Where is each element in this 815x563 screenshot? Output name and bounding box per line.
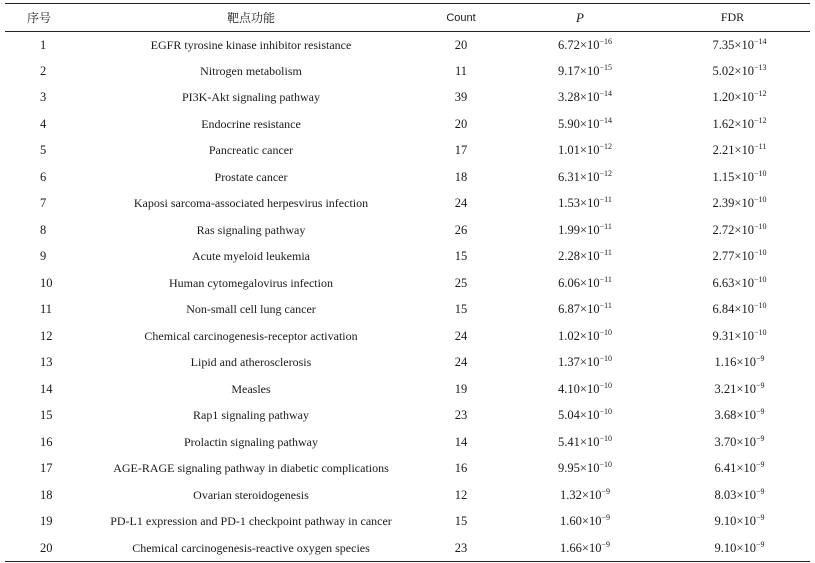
table-row	[5, 403, 810, 430]
row-fdr-mantissa: 8.03×10	[714, 487, 756, 502]
row-pathway: Ras signaling pathway	[196, 222, 306, 237]
row-p-value	[505, 85, 655, 112]
row-p-value-exponent: −11	[599, 195, 612, 205]
row-p-value-mantissa: 5.41×10	[558, 434, 600, 449]
row-p-value-exponent: −9	[601, 513, 610, 523]
row-p-value-exponent: −11	[599, 221, 612, 231]
row-fdr-mantissa: 9.10×10	[714, 540, 756, 555]
row-p-value-mantissa: 6.72×10	[558, 37, 600, 52]
row-p-value-mantissa: 2.28×10	[558, 249, 600, 264]
row-p-value	[505, 323, 655, 350]
table-header	[5, 4, 810, 32]
row-fdr	[655, 297, 810, 324]
row-pathway: Ovarian steroidogenesis	[193, 487, 309, 502]
row-p-value-exponent: −14	[599, 115, 612, 125]
row-p-value-mantissa: 5.04×10	[558, 408, 600, 423]
row-fdr	[655, 244, 810, 271]
row-fdr	[655, 429, 810, 456]
row-index: 10	[40, 275, 53, 290]
row-pathway: Nitrogen metabolism	[200, 63, 302, 78]
row-p-value-exponent: −9	[601, 539, 610, 549]
row-p-value	[505, 482, 655, 509]
row-pathway: Non-small cell lung cancer	[186, 302, 316, 317]
row-fdr	[655, 270, 810, 297]
row-p-value-exponent: −10	[599, 433, 612, 443]
row-p-value-mantissa: 1.01×10	[558, 143, 600, 158]
table-row	[5, 244, 810, 271]
table-row	[5, 191, 810, 218]
row-index: 17	[40, 461, 53, 476]
row-p-value-mantissa: 1.99×10	[558, 222, 600, 237]
row-count: 12	[454, 487, 468, 502]
row-p-value	[505, 217, 655, 244]
row-fdr-exponent: −11	[754, 142, 767, 152]
table-row	[5, 482, 810, 509]
row-p-value-exponent: −10	[599, 354, 612, 364]
row-pathway: EGFR tyrosine kinase inhibitor resistance	[150, 37, 352, 52]
row-fdr-mantissa: 9.10×10	[714, 514, 756, 529]
row-fdr-mantissa: 9.31×10	[712, 328, 754, 343]
row-pathway: PI3K-Akt signaling pathway	[182, 90, 320, 105]
header-fdr: FDR	[655, 4, 810, 32]
row-fdr	[655, 403, 810, 430]
row-count: 15	[454, 249, 468, 264]
row-fdr-exponent: −9	[755, 486, 765, 496]
row-p-value	[505, 244, 655, 271]
row-p-value-exponent: −16	[599, 36, 612, 46]
row-p-value	[505, 138, 655, 165]
header-index: 序号	[5, 4, 85, 32]
table-row	[5, 376, 810, 403]
row-count: 11	[454, 63, 468, 78]
row-pathway: Lipid and atherosclerosis	[190, 355, 312, 370]
row-p-value-exponent: −10	[599, 327, 612, 337]
row-fdr-exponent: −12	[753, 115, 767, 125]
row-fdr-mantissa: 6.84×10	[712, 302, 754, 317]
table-row	[5, 164, 810, 191]
row-count: 16	[454, 461, 468, 476]
row-index: 4	[40, 116, 47, 131]
row-fdr-mantissa: 6.63×10	[712, 275, 754, 290]
row-count: 24	[454, 355, 468, 370]
row-count: 18	[454, 169, 468, 184]
row-fdr	[655, 58, 810, 85]
row-fdr-exponent: −9	[755, 380, 765, 390]
row-index: 16	[40, 434, 53, 449]
table-row	[5, 138, 810, 165]
row-p-value-mantissa: 1.60×10	[560, 514, 602, 529]
row-p-value-exponent: −15	[599, 62, 612, 72]
row-p-value-mantissa: 5.90×10	[558, 116, 600, 131]
row-p-value-exponent: −11	[599, 248, 612, 258]
row-p-value	[505, 32, 655, 59]
row-pathway: Acute myeloid leukemia	[192, 249, 310, 264]
row-index: 15	[40, 408, 53, 423]
row-pathway: PD-L1 expression and PD-1 checkpoint pathway in cancer	[110, 514, 392, 529]
row-pathway: Measles	[231, 381, 271, 396]
row-p-value-exponent: −10	[599, 380, 612, 390]
row-pathway: Chemical carcinogenesis-receptor activation	[144, 328, 358, 343]
table-row	[5, 509, 810, 536]
row-fdr-exponent: −9	[755, 433, 765, 443]
row-fdr	[655, 509, 810, 536]
row-fdr-exponent: −9	[755, 354, 765, 364]
row-fdr-exponent: −14	[753, 36, 767, 46]
row-fdr-mantissa: 1.62×10	[712, 116, 754, 131]
row-p-value-mantissa: 9.17×10	[558, 63, 600, 78]
row-count: 14	[454, 434, 468, 449]
header-count: Count	[417, 4, 505, 32]
row-fdr-mantissa: 1.15×10	[712, 169, 754, 184]
row-count: 26	[454, 222, 468, 237]
row-p-value	[505, 376, 655, 403]
row-p-value-mantissa: 1.32×10	[560, 487, 602, 502]
row-p-value	[505, 191, 655, 218]
row-p-value	[505, 509, 655, 536]
row-fdr-mantissa: 2.72×10	[712, 222, 754, 237]
row-index: 14	[40, 381, 53, 396]
row-fdr-exponent: −10	[753, 248, 767, 258]
row-p-value-exponent: −10	[599, 460, 612, 470]
table-row	[5, 270, 810, 297]
row-p-value-mantissa: 1.37×10	[558, 355, 600, 370]
row-fdr-exponent: −10	[753, 168, 767, 178]
row-index: 19	[40, 514, 53, 529]
row-pathway: Prolactin signaling pathway	[184, 434, 318, 449]
table-row	[5, 297, 810, 324]
row-index: 20	[5, 535, 85, 562]
row-p-value-mantissa: 6.87×10	[558, 302, 600, 317]
row-p-value-exponent: −12	[599, 168, 612, 178]
row-p-value	[505, 403, 655, 430]
row-fdr-exponent: −9	[755, 513, 765, 523]
row-fdr-mantissa: 1.16×10	[714, 355, 756, 370]
row-p-value	[505, 297, 655, 324]
row-pathway: Endocrine resistance	[201, 116, 301, 131]
row-count: 24	[454, 328, 468, 343]
row-fdr-exponent: −13	[753, 62, 767, 72]
row-index: 8	[40, 222, 47, 237]
row-index: 5	[40, 143, 47, 158]
row-fdr-exponent: −10	[753, 221, 767, 231]
header-pathway: 靶点功能	[85, 4, 417, 32]
row-fdr-exponent: −9	[755, 460, 765, 470]
header-row	[5, 4, 810, 32]
row-pathway: Human cytomegalovirus infection	[169, 275, 333, 290]
row-index: 18	[40, 487, 53, 502]
row-fdr-exponent: −9	[755, 407, 765, 417]
row-fdr-mantissa: 3.21×10	[714, 381, 756, 396]
row-count: 20	[454, 37, 468, 52]
row-fdr	[655, 164, 810, 191]
row-pathway: AGE-RAGE signaling pathway in diabetic complications	[113, 461, 389, 476]
row-p-value-exponent: −10	[599, 407, 612, 417]
row-p-value-exponent: −12	[599, 142, 612, 152]
table-row	[5, 429, 810, 456]
row-index: 6	[40, 169, 47, 184]
table-row	[5, 456, 810, 483]
row-pathway: Chemical carcinogenesis-reactive oxygen species	[85, 535, 417, 562]
row-count: 19	[454, 381, 468, 396]
row-fdr	[655, 191, 810, 218]
row-index: 9	[40, 249, 47, 264]
row-fdr	[655, 85, 810, 112]
row-count: 39	[454, 90, 468, 105]
row-p-value-mantissa: 6.31×10	[558, 169, 600, 184]
row-fdr-mantissa: 5.02×10	[712, 63, 754, 78]
row-fdr	[655, 32, 810, 59]
row-index: 2	[40, 63, 47, 78]
row-fdr-mantissa: 3.70×10	[714, 434, 756, 449]
row-count: 15	[454, 302, 468, 317]
row-fdr	[655, 111, 810, 138]
row-fdr-mantissa: 6.41×10	[714, 461, 756, 476]
row-fdr-exponent: −10	[753, 195, 767, 205]
row-p-value-mantissa: 6.06×10	[558, 275, 600, 290]
row-p-value	[505, 164, 655, 191]
row-fdr-mantissa: 7.35×10	[712, 37, 754, 52]
row-fdr-exponent: −12	[753, 89, 767, 99]
row-p-value-exponent: −11	[599, 274, 612, 284]
row-fdr-mantissa: 2.21×10	[712, 143, 755, 158]
row-pathway: Prostate cancer	[214, 169, 288, 184]
row-index: 12	[40, 328, 53, 343]
row-p-value-exponent: −9	[601, 486, 610, 496]
row-fdr-exponent: −10	[753, 274, 767, 284]
row-fdr-mantissa: 1.20×10	[712, 90, 754, 105]
row-p-value	[505, 350, 655, 377]
row-p-value-mantissa: 4.10×10	[558, 381, 600, 396]
row-fdr-mantissa: 2.77×10	[712, 249, 754, 264]
kegg-enrichment-table	[5, 3, 810, 562]
row-count: 23	[417, 535, 505, 562]
row-count: 20	[454, 116, 468, 131]
row-p-value-mantissa: 1.53×10	[558, 196, 600, 211]
row-pathway: Kaposi sarcoma-associated herpesvirus infection	[133, 196, 369, 211]
row-pathway: Rap1 signaling pathway	[193, 408, 309, 423]
row-p-value	[505, 270, 655, 297]
row-p-value	[505, 111, 655, 138]
row-count: 15	[454, 514, 468, 529]
row-p-value-mantissa: 1.02×10	[558, 328, 600, 343]
row-pathway: Pancreatic cancer	[208, 143, 294, 158]
table-row	[5, 323, 810, 350]
row-p-value-exponent: −14	[599, 89, 612, 99]
row-p-value-mantissa: 9.95×10	[558, 461, 600, 476]
table-row	[5, 350, 810, 377]
row-index: 11	[40, 302, 53, 317]
row-count: 25	[454, 275, 468, 290]
header-p-value: P	[505, 4, 655, 32]
table-row	[5, 85, 810, 112]
row-count: 24	[454, 196, 468, 211]
table-body	[5, 32, 810, 562]
table-row	[5, 217, 810, 244]
row-index: 7	[40, 196, 47, 211]
row-p-value	[505, 535, 655, 562]
enrichment-table-container	[5, 3, 810, 562]
row-fdr-exponent: −9	[755, 539, 765, 549]
row-fdr	[655, 456, 810, 483]
row-fdr-exponent: −10	[753, 301, 767, 311]
row-fdr	[655, 482, 810, 509]
row-p-value	[505, 58, 655, 85]
row-p-value	[505, 456, 655, 483]
row-index: 13	[40, 355, 53, 370]
table-row	[5, 535, 810, 562]
row-p-value-mantissa: 3.28×10	[558, 90, 600, 105]
table-row	[5, 32, 810, 59]
row-fdr	[655, 350, 810, 377]
row-fdr	[655, 138, 810, 165]
row-index: 1	[40, 37, 47, 52]
row-fdr-mantissa: 3.68×10	[714, 408, 756, 423]
table-row	[5, 111, 810, 138]
row-count: 17	[454, 143, 468, 158]
row-p-value-mantissa: 1.66×10	[560, 540, 602, 555]
row-fdr	[655, 376, 810, 403]
row-p-value-exponent: −11	[599, 301, 612, 311]
row-fdr-mantissa: 2.39×10	[712, 196, 754, 211]
row-fdr	[655, 217, 810, 244]
row-fdr	[655, 535, 810, 562]
table-row	[5, 58, 810, 85]
row-index: 3	[40, 90, 47, 105]
row-count: 23	[454, 408, 468, 423]
row-fdr	[655, 323, 810, 350]
row-p-value	[505, 429, 655, 456]
row-fdr-exponent: −10	[753, 327, 767, 337]
